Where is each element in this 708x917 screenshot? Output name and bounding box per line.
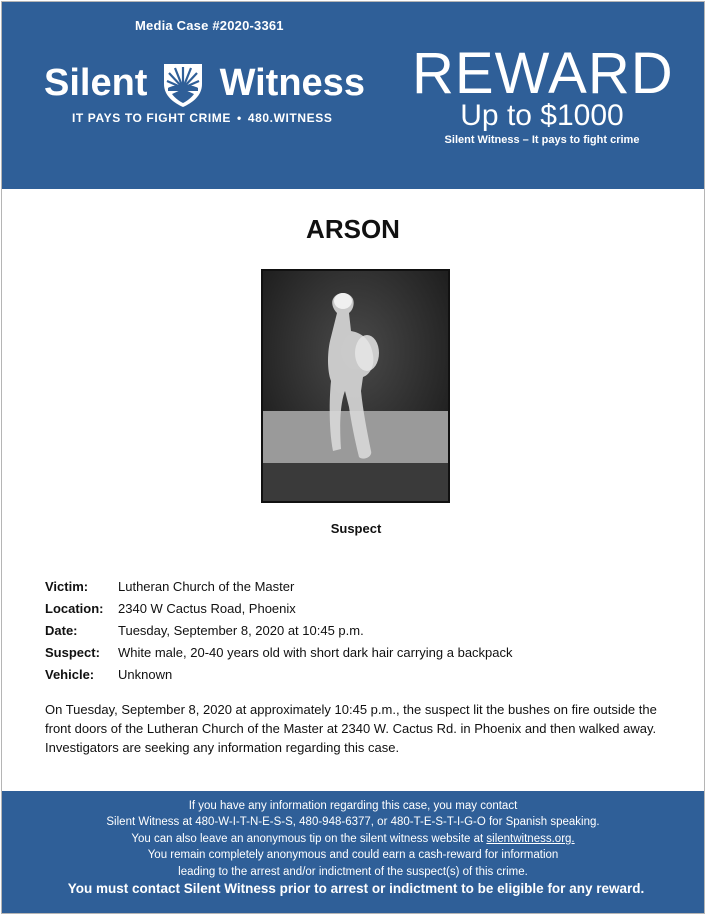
eligibility-notice: You must contact Silent Witness prior to arrest or indictment to be eligible for any reward. xyxy=(67,881,645,896)
tagline-separator: • xyxy=(237,111,242,125)
crime-title: ARSON xyxy=(306,214,400,244)
photo-caption: Suspect xyxy=(330,521,382,536)
contact-line: If you have any information regarding this case, you may contact xyxy=(188,800,518,812)
reward-amount: Up to $1000 xyxy=(460,99,624,132)
contact-line: You remain completely anonymous and could earn a cash-reward for information xyxy=(147,849,559,862)
detail-label: Date: xyxy=(45,623,78,638)
contact-info xyxy=(2,798,704,880)
detail-date xyxy=(45,622,513,644)
contact-line: Silent Witness at 480-W-I-T-N-E-S-S, 480-948-6377, or 480-T-E-S-T-I-G-O for Spanish speaking. xyxy=(106,816,600,829)
flyer-page xyxy=(1,1,705,914)
detail-value: Tuesday, September 8, 2020 at 10:45 p.m. xyxy=(118,623,364,638)
brand-word-right: Witness xyxy=(219,62,365,104)
detail-suspect xyxy=(45,644,513,666)
reward-subtitle: Silent Witness – It pays to fight crime xyxy=(444,134,640,146)
detail-value: White male, 20-40 years old with short dark hair carrying a backpack xyxy=(118,645,513,660)
suspect-photo xyxy=(261,269,450,503)
case-details xyxy=(45,578,513,688)
footer-banner xyxy=(2,791,704,913)
tagline-phone: 480.WITNESS xyxy=(247,111,333,125)
reward-title: REWARD xyxy=(412,41,674,106)
detail-value: Lutheran Church of the Master xyxy=(118,579,295,594)
contact-line xyxy=(2,831,704,847)
header-banner xyxy=(2,2,704,189)
detail-label: Suspect: xyxy=(45,645,100,660)
silent-witness-logo xyxy=(44,58,374,108)
detail-location xyxy=(45,600,513,622)
detail-value: 2340 W Cactus Road, Phoenix xyxy=(118,601,296,616)
brand-word-left: Silent xyxy=(44,62,148,104)
detail-label: Vehicle: xyxy=(45,667,95,682)
tagline-text: IT PAYS TO FIGHT CRIME xyxy=(72,111,231,125)
detail-victim xyxy=(45,578,513,600)
detail-label: Location: xyxy=(45,601,104,616)
media-case-number: Media Case #2020-3361 xyxy=(135,18,284,33)
website-link[interactable]: silentwitness.org. xyxy=(486,832,575,845)
case-narrative: On Tuesday, September 8, 2020 at approximately 10:45 p.m., the suspect lit the bushes on fire outside the front doors of the Lutheran Church of the Master at 2340 W. Cactus Rd. in Phoenix and then walked away. Investigators are seeking any information regarding this case. xyxy=(45,702,657,755)
contact-line: leading to the arrest and/or indictment of the suspect(s) of this crime. xyxy=(178,865,528,878)
tagline xyxy=(72,111,332,125)
sunburst-shield-icon xyxy=(160,58,206,108)
contact-line-text: You can also leave an anonymous tip on the silent witness website at xyxy=(131,832,487,845)
detail-label: Victim: xyxy=(45,579,89,594)
detail-vehicle xyxy=(45,666,513,688)
detail-value: Unknown xyxy=(118,667,173,682)
